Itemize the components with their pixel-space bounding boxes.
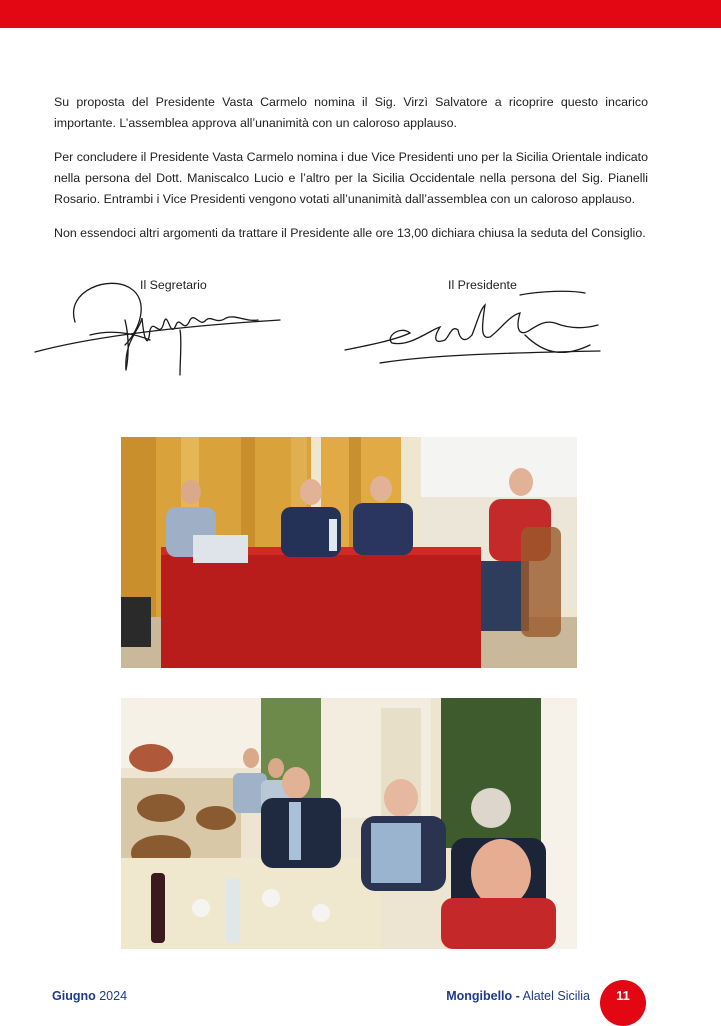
paragraph-1: Su proposta del Presidente Vasta Carmelo nomina il Sig. Virzì Salvatore a ricoprire questo incarico importante. L’assemblea approva all’unanimità con un caloroso applauso. bbox=[54, 95, 648, 130]
secretary-signature bbox=[30, 270, 290, 405]
paragraph-3: Non essendoci altri argomenti da trattare il Presidente alle ore 13,00 dichiara chiusa la seduta del Consiglio. bbox=[54, 226, 646, 240]
paragraph-2: Per concludere il Presidente Vasta Carmelo nomina i due Vice Presidenti uno per la Sicilia Orientale indicato nella persona del Dott. Maniscalco Lucio e l’altro per la Sicilia Occidentale nella persona del Sig. Pianelli Rosario. Entrambi i Vice Presidenti vengono votati all’unanimità dall’assemblea con un caloroso applauso. bbox=[54, 150, 648, 206]
top-red-bar bbox=[0, 0, 721, 28]
president-signature bbox=[340, 285, 610, 380]
footer-magazine: Mongibello - bbox=[446, 989, 520, 1003]
footer-year: 2024 bbox=[99, 989, 128, 1003]
footer-month: Giugno bbox=[52, 989, 96, 1003]
signature-block bbox=[0, 270, 721, 410]
footer-org: Alatel Sicilia bbox=[522, 989, 590, 1003]
footer-date bbox=[52, 989, 127, 1003]
president-label: Il Presidente bbox=[448, 278, 517, 292]
page-number: 11 bbox=[616, 988, 630, 1003]
document-body bbox=[54, 92, 648, 257]
page-number-badge bbox=[600, 980, 646, 1026]
secretary-label: Il Segretario bbox=[140, 278, 207, 292]
meeting-photo-head-table bbox=[121, 437, 577, 668]
meeting-photo-lunch bbox=[121, 698, 577, 949]
footer-publication bbox=[446, 989, 590, 1003]
